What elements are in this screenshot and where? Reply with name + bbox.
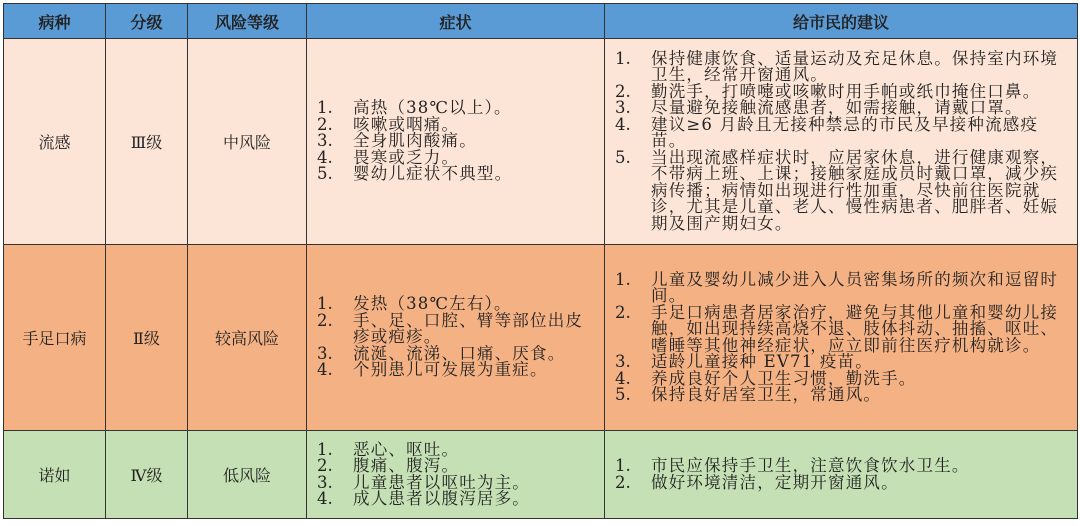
- list-text: 腹痛、腹泻。: [353, 456, 460, 475]
- list-text: 发热（38℃左右）。: [353, 294, 512, 314]
- symptoms-cell: [307, 39, 605, 245]
- list-number: 1.: [317, 294, 333, 314]
- list-text: 儿童及婴幼儿减少进入人员密集场所的频次和逗留时间。: [651, 269, 1059, 305]
- advice-cell: [605, 431, 1078, 519]
- list-text: 市民应保持手卫生，注意饮食饮水卫生。: [651, 456, 970, 475]
- table-row: [4, 245, 1078, 431]
- list-item: [605, 48, 1069, 85]
- list-text: 儿童患者以呕吐为主。: [353, 472, 530, 492]
- list-number: 3.: [615, 98, 631, 118]
- symptoms-cell: [307, 431, 605, 519]
- list-number: 1.: [615, 269, 631, 289]
- list-number: 3.: [615, 352, 631, 371]
- header-grade: 分级: [106, 4, 188, 39]
- grade-cell: Ⅲ级: [106, 39, 188, 245]
- list-item: [605, 472, 1069, 492]
- risk-cell: 低风险: [188, 431, 307, 519]
- header-risk: 风险等级: [188, 4, 307, 39]
- advice-cell: [605, 245, 1078, 431]
- list-number: 2.: [317, 114, 333, 134]
- symptoms-list: [307, 439, 604, 508]
- list-number: 2.: [615, 81, 631, 101]
- list-item: [605, 387, 1069, 404]
- list-number: 2.: [615, 302, 631, 322]
- list-text: 全身肌肉酸痛。: [353, 131, 477, 151]
- advice-list: [605, 458, 1077, 491]
- disease-cell: 手足口病: [4, 245, 106, 431]
- symptoms-list: [307, 296, 604, 379]
- disease-cell: 诺如: [4, 431, 106, 519]
- list-item: [307, 491, 596, 508]
- grade-cell: Ⅱ级: [106, 245, 188, 431]
- list-text: 手、足、口腔、臂等部位出皮疹或疱疹。: [353, 310, 584, 347]
- list-text: 恶心、呕吐。: [353, 439, 460, 459]
- list-number: 4.: [317, 147, 333, 167]
- list-text: 当出现流感样症状时，应居家休息，进行健康观察，不带病上班、上课；接触家庭成员时戴口罩，减少疾病传播；病情如出现进行性加重，尽快前往医院就诊，尤其是儿童、老人、慢性病患者、肥胖者、妊娠期及围产期妇女。: [651, 147, 1059, 233]
- header-disease: 病种: [4, 4, 106, 39]
- list-item: [605, 114, 1069, 151]
- list-number: 1.: [317, 98, 333, 118]
- advice-list: [605, 48, 1077, 233]
- table-row: [4, 39, 1078, 245]
- list-item: [307, 310, 596, 347]
- list-number: 3.: [317, 343, 333, 363]
- list-number: 1.: [317, 439, 333, 459]
- list-item: [307, 362, 596, 379]
- list-text: 尽量避免接触流感患者，如需接触，请戴口罩。: [651, 98, 1023, 118]
- list-number: 1.: [615, 48, 631, 68]
- list-item: [605, 147, 1069, 233]
- list-number: 1.: [615, 456, 631, 475]
- list-number: 2.: [317, 456, 333, 475]
- list-text: 做好环境清洁，定期开窗通风。: [651, 472, 899, 492]
- advice-list: [605, 269, 1077, 404]
- disease-risk-table: [3, 3, 1078, 519]
- list-number: 4.: [615, 368, 631, 388]
- list-text: 流涎、流涕、口痛、厌食。: [353, 343, 566, 363]
- list-number: 3.: [317, 131, 333, 151]
- list-text: 手足口病患者居家治疗，避免与其他儿童和婴幼儿接触，如出现持续高烧不退、肢体抖动、抽搐、呕吐、嗜睡等其他神经症状，应立即前往医疗机构就诊。: [651, 302, 1059, 355]
- list-number: 4.: [317, 360, 333, 380]
- list-number: 2.: [615, 472, 631, 492]
- list-number: 3.: [317, 472, 333, 492]
- list-item: [307, 166, 596, 183]
- list-text: 高热（38℃以上）。: [353, 98, 512, 118]
- list-text: 畏寒或乏力。: [353, 147, 460, 167]
- list-text: 个别患儿可发展为重症。: [353, 360, 548, 380]
- symptoms-cell: [307, 245, 605, 431]
- header-row: [4, 4, 1078, 39]
- list-item: [605, 302, 1069, 355]
- list-number: 2.: [317, 310, 333, 330]
- header-symptoms: 症状: [307, 4, 605, 39]
- advice-cell: [605, 39, 1078, 245]
- header-advice: 给市民的建议: [605, 4, 1078, 39]
- grade-cell: Ⅳ级: [106, 431, 188, 519]
- risk-cell: 较高风险: [188, 245, 307, 431]
- risk-cell: 中风险: [188, 39, 307, 245]
- list-number: 5.: [615, 147, 631, 167]
- list-text: 建议≥6 月龄且无接种禁忌的市民及早接种流感疫苗。: [651, 114, 1039, 151]
- list-number: 4.: [615, 114, 631, 134]
- list-text: 适龄儿童接种 EV71 疫苗。: [651, 352, 873, 371]
- list-text: 保持良好居室卫生，常通风。: [651, 385, 882, 404]
- list-text: 保持健康饮食、适量运动及充足休息。保持室内环境卫生，经常开窗通风。: [651, 48, 1059, 85]
- list-number: 5.: [615, 385, 631, 404]
- table-row: [4, 431, 1078, 519]
- symptoms-list: [307, 100, 604, 183]
- list-text: 成人患者以腹泻居多。: [353, 489, 530, 508]
- list-text: 咳嗽或咽痛。: [353, 114, 460, 134]
- list-text: 养成良好个人卫生习惯，勤洗手。: [651, 368, 917, 388]
- list-text: 勤洗手，打喷嚏或咳嗽时用手帕或纸巾掩住口鼻。: [651, 81, 1041, 101]
- list-item: [605, 269, 1069, 305]
- list-number: 5.: [317, 164, 333, 184]
- list-number: 4.: [317, 489, 333, 508]
- list-text: 婴幼儿症状不典型。: [353, 164, 513, 184]
- disease-cell: 流感: [4, 39, 106, 245]
